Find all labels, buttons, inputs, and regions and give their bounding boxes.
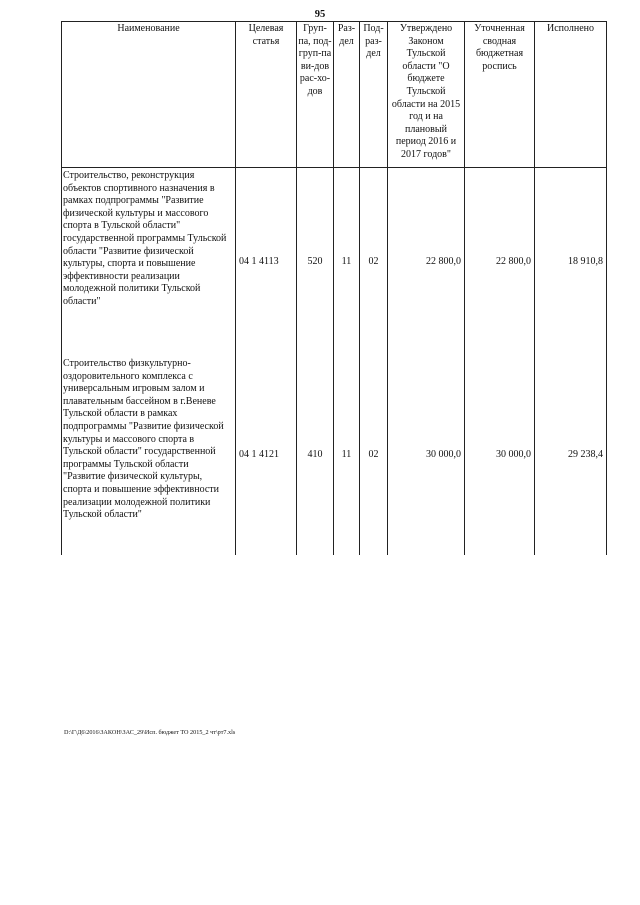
header-name: Наименование — [62, 22, 236, 168]
row-approved: 30 000,0 — [388, 356, 465, 555]
row-refined: 30 000,0 — [465, 356, 535, 555]
row-subsection: 02 — [360, 168, 388, 357]
row-name: Строительство физкультурно-оздоровительного комплекса с универсальным игровым залом и плавательным бассейном в г.Веневе Тульской области в рамках подпрограммы "Развитие физической культуры и массового спорта в Тульской области" государственной программы Тульской области "Развитие физической культуры, спорта и повышение эффективности реализации молодежной политики Тульской области" — [62, 356, 236, 555]
row-section: 11 — [334, 356, 360, 555]
row-subsection: 02 — [360, 356, 388, 555]
header-expense-group: Груп-па, под-груп-па ви-дов рас-хо-дов — [297, 22, 334, 168]
page-number: 95 — [314, 9, 326, 20]
row-name: Строительство, реконструкция объектов спортивного назначения в рамках подпрограммы "Развитие физической культуры и массового спорта в Тульской области" государственной программы Тульской области "Развитие физической культуры, спорта и повышение эффективности реализации молодежной политики Тульской области" — [62, 168, 236, 357]
row-target-item: 04 1 4121 — [236, 356, 297, 555]
header-section: Раз-дел — [334, 22, 360, 168]
footer-file-path: D:\Г\Д6\2016\ЗАКОН\ЗАС_29\Исп. бюджет ТО 2015_2 чт\рт7.xls — [64, 729, 236, 736]
row-expense-group: 410 — [297, 356, 334, 555]
row-target-item: 04 1 4113 — [236, 168, 297, 357]
row-executed: 29 238,4 — [535, 356, 607, 555]
row-approved: 22 800,0 — [388, 168, 465, 357]
table-row — [62, 168, 607, 357]
header-executed: Исполнено — [535, 22, 607, 168]
row-executed: 18 910,8 — [535, 168, 607, 357]
table-header-row — [62, 22, 607, 168]
header-subsection: Под-раз-дел — [360, 22, 388, 168]
row-section: 11 — [334, 168, 360, 357]
header-approved: Утверждено Законом Тульской области "О бюджете Тульской области на 2015 год и на плановый период 2016 и 2017 годов" — [388, 22, 465, 168]
row-refined: 22 800,0 — [465, 168, 535, 357]
table-row — [62, 356, 607, 555]
header-target-item: Целевая статья — [236, 22, 297, 168]
header-refined: Уточненная сводная бюджетная роспись — [465, 22, 535, 168]
budget-execution-table — [61, 21, 607, 555]
row-expense-group: 520 — [297, 168, 334, 357]
